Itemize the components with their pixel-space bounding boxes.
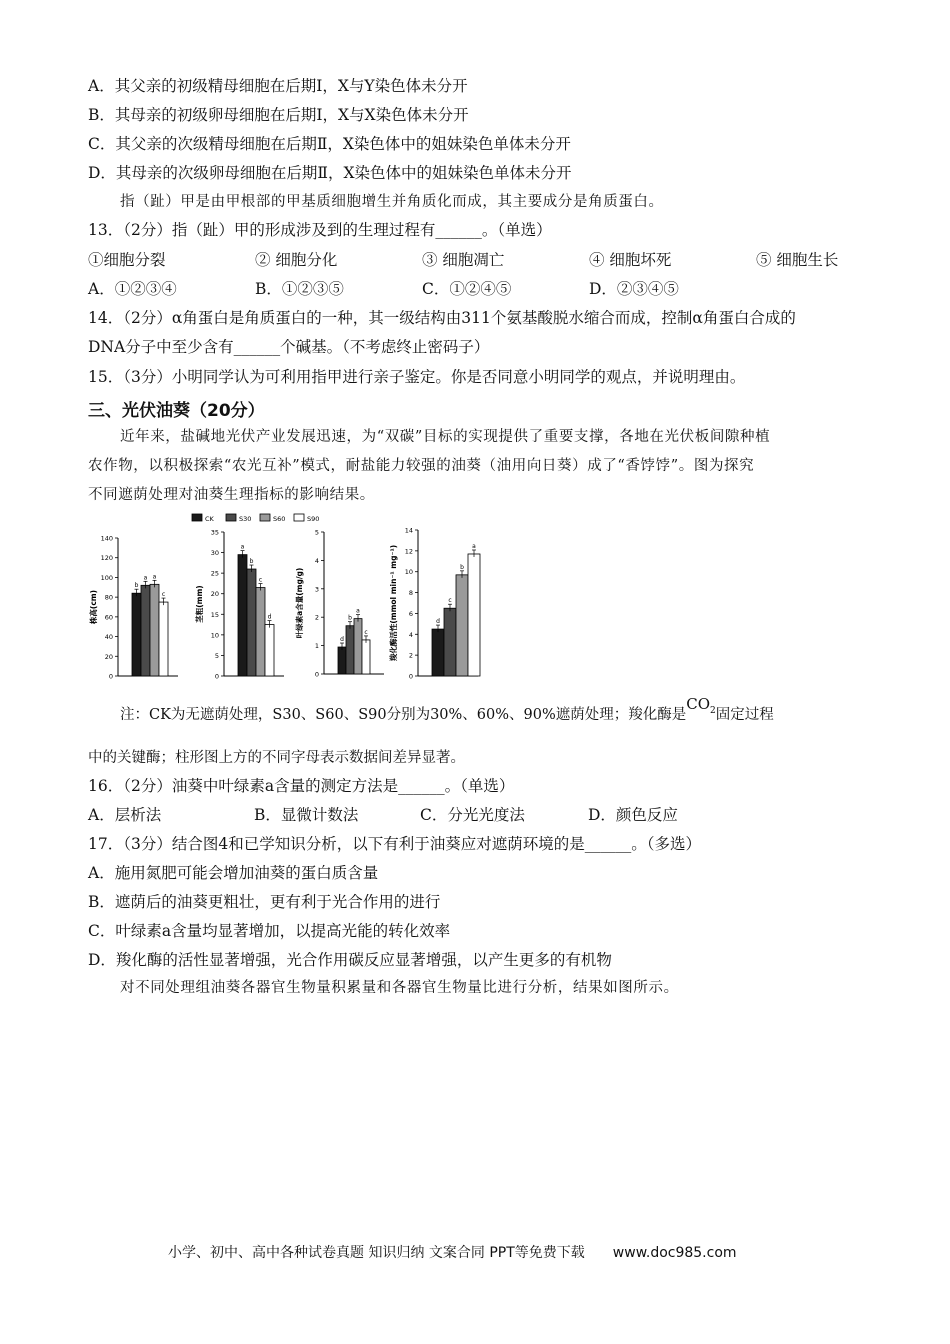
significance-letter: a [240,543,245,551]
significance-letter: c [364,628,368,636]
significance-letter: b [348,614,352,622]
legend-swatch-ck [192,514,202,521]
q13-process-5: ⑤ 细胞生长 [756,251,839,269]
figure-note-line1 [120,695,774,731]
y-tick-label: 25 [210,569,219,578]
nail-intro-paragraph: 指（趾）甲是由甲根部的甲基质细胞增生并角质化而成，其主要成分是角质蛋白。 [120,194,664,210]
y-tick-label: 2 [408,651,413,660]
shading-effect-figure [88,508,508,688]
y-tick-label: 6 [408,609,413,618]
question-14-line1: 14．（2分）α角蛋白是角质蛋白的一种，其一级结构由311个氨基酸脱水缩合而成，控制α角蛋白合成的 [88,309,796,327]
biomass-intro: 对不同处理组油葵各器官生物量积累量和各器官生物量比进行分析，结果如图所示。 [120,980,679,996]
bar-s30 [247,569,256,676]
y-tick-label: 4 [314,556,319,565]
bar-s60 [256,588,265,676]
co2-formula [686,695,716,716]
question-15: 15．（3分）小明同学认为可利用指甲进行亲子鉴定。你是否同意小明同学的观点，并说明理由。 [88,368,746,386]
question-14-line2: DNA分子中至少含有______个碱基。（不考虑终止密码子） [88,338,490,356]
q13-process-4: ④ 细胞坏死 [589,251,672,269]
y-axis-label: 茎粗(mm) [195,585,204,623]
legend-label-s60: S60 [273,515,286,523]
bar-ck [238,555,247,676]
y-tick-label: 12 [404,547,413,556]
q16-choice-b: B．显微计数法 [254,806,359,824]
y-tick-label: 5 [214,651,219,660]
bar-s30 [141,585,150,676]
chart-panel-2 [194,529,284,681]
q12-option-c: C．其父亲的次级精母细胞在后期Ⅱ，X染色体中的姐妹染色单体未分开 [88,135,571,153]
y-tick-label: 10 [404,568,413,577]
bar-ck [132,593,141,676]
y-tick-label: 0 [108,672,113,681]
q16-choice-c: C．分光光度法 [420,806,525,824]
footer-text: 小学、初中、高中各种试卷真题 知识归纳 文案合同 PPT等免费下载 [168,1245,585,1261]
legend-label-s90: S90 [307,515,320,523]
significance-letter: c [258,576,263,584]
y-tick-label: 60 [104,613,113,622]
legend-label-ck: CK [205,515,214,523]
section-3-heading: 三、光伏油葵（20分） [88,401,265,421]
chart-panel-3 [294,529,384,679]
significance-letter: b [134,582,139,590]
y-tick-label: 10 [210,631,219,640]
q13-choice-a: A．①②③④ [88,280,177,298]
co2-subscript: 2 [710,706,716,716]
y-tick-label: 8 [408,589,413,598]
significance-letter: d [436,618,440,626]
y-tick-label: 0 [314,670,319,679]
q16-choice-a: A．层析法 [88,806,162,824]
figure-note-text-end: 固定过程 [715,707,774,723]
significance-letter: b [249,558,254,566]
y-tick-label: 2 [314,613,319,622]
legend-label-s30: S30 [239,515,252,523]
chart-panel-1 [88,535,178,681]
y-tick-label: 30 [210,549,219,558]
q17-option-a: A．施用氮肥可能会增加油葵的蛋白质含量 [88,864,379,882]
legend-swatch-s60 [260,514,270,521]
bar-s60 [150,584,159,676]
bar-s30 [346,626,354,674]
significance-letter: d [267,613,272,621]
q16-choice-d: D．颜色反应 [588,806,678,824]
bar-s90 [362,640,370,674]
significance-letter: b [460,563,464,571]
bar-s90 [265,625,274,676]
q13-choice-d: D．②③④⑤ [589,280,679,298]
y-tick-label: 20 [210,590,219,599]
significance-letter: c [161,591,166,599]
bar-s30 [444,608,456,676]
y-tick-label: 5 [314,528,319,537]
y-tick-label: 35 [210,528,219,537]
q12-option-b: B．其母亲的初级卵母细胞在后期Ⅰ，X与X染色体未分开 [88,106,469,124]
q17-option-b: B．遮荫后的油葵更粗壮，更有利于光合作用的进行 [88,893,441,911]
y-axis-label: 叶绿素a含量(mg/g) [295,567,304,639]
q17-option-d: D．羧化酶的活性显著增强，光合作用碳反应显著增强，以产生更多的有机物 [88,951,612,969]
q13-choice-c: C．①②④⑤ [422,280,512,298]
y-axis-label: 株高(cm) [89,589,98,625]
section-3-paragraph-line1: 近年来，盐碱地光伏产业发展迅速，为“双碳”目标的实现提供了重要支撑，各地在光伏板间隙种植 [120,429,771,445]
q17-option-c: C．叶绿素a含量均显著增加，以提高光能的转化效率 [88,922,451,940]
footer-website: www.doc985.com [612,1245,737,1261]
question-16: 16．（2分）油葵中叶绿素a含量的测定方法是______。（单选） [88,777,515,795]
bar-ck [338,647,346,674]
y-tick-label: 3 [314,585,319,594]
y-tick-label: 0 [408,672,413,681]
q12-option-d: D．其母亲的次级卵母细胞在后期Ⅱ，X染色体中的姐妹染色单体未分开 [88,164,572,182]
figure-legend [192,514,319,523]
y-tick-label: 120 [100,554,113,563]
chart-panel-4 [388,527,480,681]
figure-note-line2: 中的关键酶；柱形图上方的不同字母表示数据间差异显著。 [88,750,465,766]
bar-s90 [159,602,168,676]
significance-letter: a [143,574,148,582]
y-axis-label: 羧化酶活性(mmol min⁻¹ mg⁻¹) [389,544,398,662]
q13-process-2: ② 细胞分化 [255,251,338,269]
y-tick-label: 40 [104,633,113,642]
y-tick-label: 1 [314,642,319,651]
legend-swatch-s90 [294,514,304,521]
y-tick-label: 15 [210,610,219,619]
significance-letter: d [340,636,344,644]
figure-note-text: 注：CK为无遮荫处理，S30、S60、S90分别为30%、60%、90%遮荫处理；羧化酶是 [120,707,687,723]
q13-process-3: ③ 细胞凋亡 [422,251,505,269]
q13-choice-b: B．①②③⑤ [255,280,344,298]
y-tick-label: 4 [408,630,413,639]
bar-s60 [354,619,362,674]
y-tick-label: 100 [100,573,113,582]
y-tick-label: 80 [104,593,113,602]
co2-text: CO [686,695,711,713]
legend-swatch-s30 [226,514,236,521]
page-footer [168,1242,737,1262]
y-tick-label: 140 [100,534,113,543]
y-tick-label: 0 [214,672,219,681]
section-3-paragraph-line3: 不同遮荫处理对油葵生理指标的影响结果。 [88,487,375,503]
significance-letter: a [152,573,157,581]
bar-s60 [456,575,468,676]
significance-letter: a [472,542,476,550]
y-tick-label: 20 [104,652,113,661]
q13-process-1: ①细胞分裂 [88,251,166,269]
bar-ck [432,629,444,676]
section-3-paragraph-line2: 农作物，以积极探索“农光互补”模式，耐盐能力较强的油葵（油用向日葵）成了“香饽饽”。图为探究 [88,458,755,474]
q12-option-a: A．其父亲的初级精母细胞在后期Ⅰ，X与Y染色体未分开 [88,77,468,95]
y-tick-label: 14 [404,526,413,535]
significance-letter: a [356,607,360,615]
question-13: 13．（2分）指（趾）甲的形成涉及到的生理过程有______。（单选） [88,221,552,239]
significance-letter: c [448,597,452,605]
bar-s90 [468,554,480,676]
question-17: 17．（3分）结合图4和已学知识分析，以下有利于油葵应对遮荫环境的是______。（多选） [88,835,701,853]
